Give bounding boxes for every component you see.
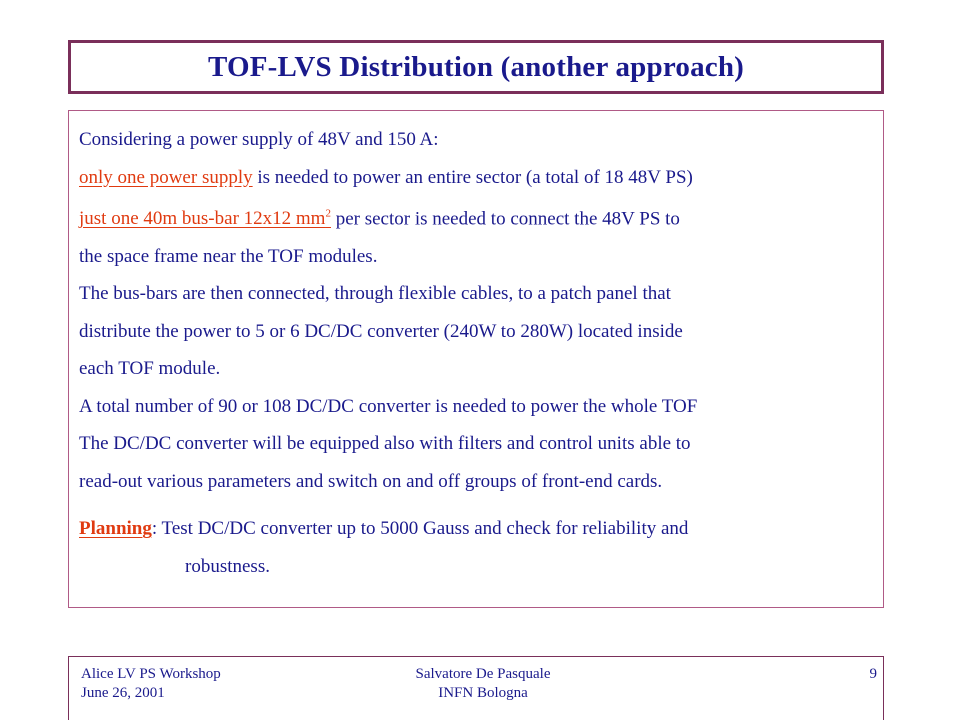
body-line-3: [79, 196, 883, 238]
footer-event: Alice LV PS Workshop: [81, 666, 221, 682]
footer-center: [393, 665, 573, 703]
body-line-3-rest: per sector is needed to connect the 48V PS to: [330, 208, 680, 230]
body-line-10: read-out various parameters and switch on and off groups of front-end cards.: [79, 470, 663, 492]
content-box: [68, 110, 884, 608]
body-line-8: A total number of 90 or 108 DC/DC converter is needed to power the whole TOF: [79, 395, 698, 417]
body-line-9: The DC/DC converter will be equipped also with filters and control units able to: [79, 433, 691, 455]
highlight-bus-bar: [79, 208, 331, 229]
page-number: 9: [869, 666, 877, 682]
body-line-2: [79, 159, 883, 197]
planning-line: [79, 510, 883, 548]
highlight-one-power-supply: only one power supply: [79, 166, 253, 188]
body-line-5: The bus-bars are then connected, through flexible cables, to a patch panel that: [79, 283, 671, 305]
footer-date: June 26, 2001: [81, 685, 165, 701]
body-line-2-rest: is needed to power an entire sector (a total of 18 48V PS): [252, 166, 693, 188]
superscript-2: 2: [325, 208, 331, 220]
footer-left: [81, 665, 221, 703]
footer-institution: INFN Bologna: [438, 685, 528, 701]
body-line-4: the space frame near the TOF modules.: [79, 245, 378, 267]
planning-label: Planning: [79, 518, 152, 540]
title-box: [68, 40, 884, 94]
bus-bar-text: just one 40m bus-bar 12x12 mm: [79, 208, 326, 230]
footer: [68, 656, 884, 720]
body-line-1: Considering a power supply of 48V and 150 A:: [79, 129, 439, 150]
body-line-7: each TOF module.: [79, 358, 221, 380]
footer-author: Salvatore De Pasquale: [415, 666, 551, 682]
slide-title: TOF-LVS Distribution (another approach): [207, 50, 745, 83]
body-line-6: distribute the power to 5 or 6 DC/DC converter (240W to 280W) located inside: [79, 320, 683, 342]
planning-text: : Test DC/DC converter up to 5000 Gauss and check for reliability and: [151, 518, 689, 540]
planning-continuation: robustness.: [185, 555, 270, 577]
